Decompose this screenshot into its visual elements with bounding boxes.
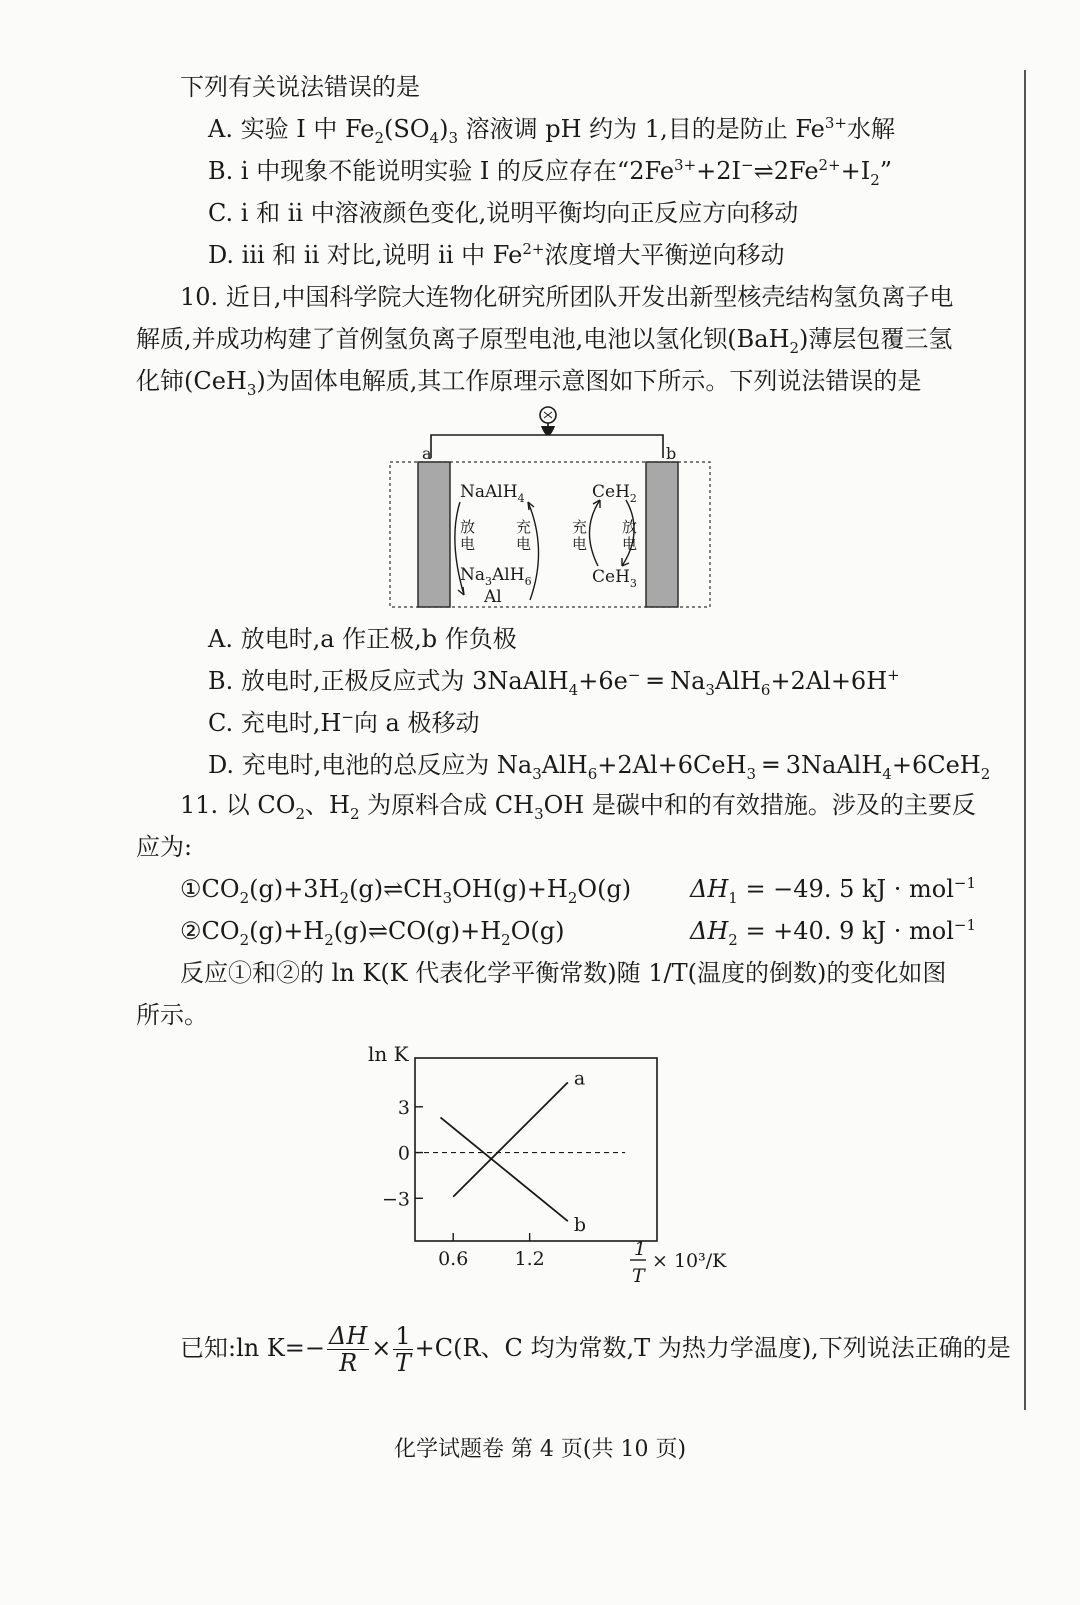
q10-line-3: 化铈(CeH$_3$)为固体电解质,其工作原理示意图如下所示。下列说法错误的是 [136,367,922,399]
battery-diagram [380,400,720,615]
electrode-a-label: a [422,444,432,463]
q10-line-1: 10. 近日,中国科学院大连物化研究所团队开发出新型核壳结构氢负离子电 [180,283,954,311]
q10-option-b: B. 放电时,正极反应式为 3NaAlH$_4$+6e− ═ $Na_3AlH_6+2Al+6H^+$ [208,666,900,699]
series-label-a: a [573,1067,586,1090]
q11-line-4: 所示。 [136,1001,208,1029]
q9-option-b: B. i 中现象不能说明实验 I 的反应存在“$2Fe^{3+}+2I^-\rightleftharpoons 2Fe^{2+}+I_2$” [208,156,893,189]
x-tick-label-1: 1.2 [514,1248,545,1270]
electrode-a [418,462,450,607]
q11-dh2: $\Delta H_2 = +40$. 9 kJ · mol$^{-1}$ [690,916,977,949]
q11-reaction-2: $②CO_2(g)+H_2(g)\rightleftharpoons CO(g)+H_2O(g)$ [180,917,565,949]
left-discharge-2: 电 [460,535,476,553]
plot-frame [415,1058,657,1241]
q10-option-d: D. 充电时,电池的总反应为 $Na_3AlH_6+2Al+6CeH_3$ ═ 3NaAlH$_4$+6CeH$_2$ [208,751,991,783]
species-na3alh6: $Na_3AlH_6$ [460,565,532,588]
lnk-chart [350,1035,750,1295]
right-discharge-2: 电 [622,535,638,553]
q11-dh1: $\Delta H_1 = -49$. 5 kJ · mol$^{-1}$ [690,874,977,907]
q11-line-1: 11. 以 $CO_2$、$H_2$ 为原料合成 $CH_3OH$ 是碳中和的有效措施。涉及的主要反 [180,791,976,823]
q10-option-a: A. 放电时,a 作正极,b 作负极 [208,625,517,653]
x-label-unit: × 10³/K [652,1250,727,1272]
q11-line-2: 应为: [136,833,193,861]
left-charge-1: 充 [516,518,532,536]
q9-stem: 下列有关说法错误的是 [180,73,420,101]
q11-reaction-1: $①CO_2(g)+3H_2(g)\rightleftharpoons CH_3OH(g)+H_2O(g)$ [180,875,632,907]
x-axis-label [630,1238,727,1287]
right-charge-2: 电 [572,535,588,553]
q11-known: 已知:ln K=− $\frac{\Delta H}{R}$ × $\frac{1}{T}$ +C(R、C 均为常数,T 为热力学温度),下列说法正确的是 [180,1322,1011,1377]
q11-line-3: 反应①和②的 ln K(K 代表化学平衡常数)随 1/T(温度的倒数)的变化如图 [180,959,947,987]
fraction-1-t: $\frac{1}{T}$ [395,1322,412,1377]
q9-option-a: A. 实验 I 中 $Fe_2(SO_4)_3$ 溶液调 pH 约为 1,目的是防止 $Fe^{3+}$水解 [208,114,896,147]
right-charge-1: 充 [572,518,588,536]
x-tick-label-0: 0.6 [438,1248,469,1270]
species-al: Al [484,587,502,607]
fraction-dh-r: $\frac{\Delta H}{R}$ [329,1322,368,1377]
q9-option-c: C. i 和 ii 中溶液颜色变化,说明平衡均向正反应方向移动 [208,199,799,227]
bulb-icon [540,407,556,436]
q9-option-d: D. iii 和 ii 对比,说明 ii 中 $Fe^{2+}$浓度增大平衡逆向移动 [208,240,785,269]
y-tick-label-1: 0 [397,1142,410,1165]
x-label-num: 1 [634,1238,647,1260]
external-wire [431,435,663,458]
right-discharge-1: 放 [622,518,638,536]
q10-option-c: C. 充电时,H−向 a 极移动 [208,708,480,737]
series-line-b [440,1117,567,1221]
y-axis-label: ln K [368,1042,409,1066]
series-line-a [453,1082,568,1196]
electrode-b-label: b [666,444,677,463]
page-margin-rule [1024,70,1026,1410]
left-charge-2: 电 [516,535,532,553]
electrode-b [646,462,678,607]
x-label-den: T [632,1265,645,1287]
y-tick-label-0: 3 [397,1096,410,1119]
y-tick-label-2: −3 [381,1188,410,1211]
species-naalh4: NaAlH$_4$ [460,482,525,505]
species-ceh3: CeH$_3$ [592,567,637,590]
right-charge-arrow [589,500,600,566]
q10-line-2: 解质,并成功构建了首例氢负离子原型电池,电池以氢化钡(BaH$_2$)薄层包覆三氢 [136,325,953,357]
series-label-b: b [573,1214,587,1237]
left-discharge-1: 放 [460,518,476,536]
species-ceh2: CeH$_2$ [592,482,637,505]
page-footer: 化学试题卷 第 4 页(共 10 页) [393,1437,687,1462]
